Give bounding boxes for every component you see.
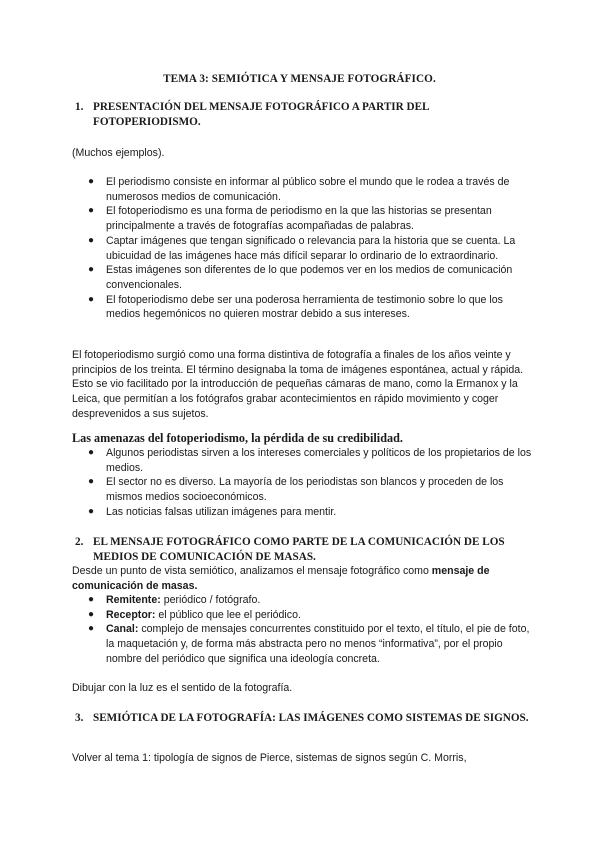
threats-bullet-list (72, 446, 532, 520)
section-2-bullet-list (72, 593, 532, 667)
bullet-icon: ● (88, 176, 95, 187)
bullet-icon: ● (88, 205, 95, 217)
bullet-icon: ● (88, 293, 95, 305)
section-1-bullet-list (72, 175, 532, 322)
list-item: ● El fotoperiodismo es una forma de periodismo en la que las historias se presentan principalmente a través de fotografías acompañadas de palabras. (88, 205, 492, 233)
document-title: TEMA 3: SEMIÓTICA Y MENSAJE FOTOGRÁFICO. (163, 73, 436, 85)
list-item: ● Remitente: periódico / fotógrafo. (88, 594, 261, 606)
bullet-icon: ● (88, 623, 95, 635)
list-item: ● El sector no es diverso. La mayoría de los periodistas son blancos y proceden de los mismos medios socioeconómicos. (88, 476, 504, 504)
section-1-heading (75, 100, 533, 130)
list-item: ● Estas imágenes son diferentes de lo que podemos ver en los medios de comunicación convencionales. (88, 264, 513, 291)
section-1-number: 1. (75, 101, 84, 113)
bullet-icon: ● (88, 264, 95, 276)
list-item: ● Las noticias falsas utilizan imágenes para mentir. (88, 505, 337, 518)
list-item: ● El periodismo consiste en informar al público sobre el mundo que le rodea a través de numerosos medios de comunicación. (88, 176, 510, 203)
bullet-icon: ● (88, 608, 95, 620)
list-item: ● El fotoperiodismo debe ser una poderosa herramienta de testimonio sobre lo que los medios hegemónicos no quieren mostrar debido a sus intereses. (88, 293, 503, 321)
list-item: ● Captar imágenes que tengan significado o relevancia para la historia que se cuenta. La ubicuidad de las imágenes hace más difícil separar lo ordinario de lo extraordinario. (88, 234, 516, 262)
section-2-closing: Dibujar con la luz es el sentido de la fotografía. (72, 682, 293, 694)
section-1-paragraph: El fotoperiodismo surgió como una forma distintiva de fotografía a finales de los años veinte y principios de los treinta. El término designaba la toma de imágenes espontánea, actual y rápida. Esto se vio facilitado por la introducción de pequeñas cámaras de mano, como la Ermanox y la Leica, que permitían a los fotógrafos grabar acontecimientos en rápido movimiento y coger desprevenidos a sus sujetos. (72, 349, 524, 420)
section-2-intro: Desde un punto de vista semiótico, analizamos el mensaje fotográfico como mensaje de comunicación de masas. (72, 565, 490, 592)
section-3-text: Volver al tema 1: tipología de signos de Pierce, sistemas de signos según C. Morris, (72, 752, 467, 764)
section-2-heading-text: EL MENSAJE FOTOGRÁFICO COMO PARTE DE LA COMUNICACIÓN DE LOS MEDIOS DE COMUNICACIÓN DE MASAS. (93, 536, 505, 563)
bullet-icon: ● (88, 594, 95, 605)
section-1-heading-text: PRESENTACIÓN DEL MENSAJE FOTOGRÁFICO A PARTIR DEL FOTOPERIODISMO. (93, 101, 429, 128)
bullet-icon: ● (88, 447, 95, 458)
section-1-note: (Muchos ejemplos). (72, 147, 165, 159)
bullet-icon: ● (88, 234, 95, 246)
section-3-heading (75, 711, 533, 726)
section-2-number: 2. (75, 536, 84, 548)
bullet-icon: ● (88, 476, 95, 488)
bullet-icon: ● (88, 505, 95, 517)
section-2-heading (75, 535, 533, 565)
threats-subheading: Las amenazas del fotoperiodismo, la pérdida de su credibilidad. (72, 431, 403, 445)
list-item: ● Receptor: el público que lee el periódico. (88, 608, 301, 621)
section-3-number: 3. (75, 712, 84, 724)
list-item: ● Canal: complejo de mensajes concurrentes constituido por el texto, el título, el pie de foto, la maquetación y, de forma más abstracta pero no menos “informativa”, por el propio nombre del periódico que significa una ideología concreta. (88, 623, 530, 665)
section-3-heading-text: SEMIÓTICA DE LA FOTOGRAFÍA: LAS IMÁGENES COMO SISTEMAS DE SIGNOS. (93, 712, 529, 724)
list-item: ● Algunos periodistas sirven a los intereses comerciales y políticos de los propietarios de los medios. (88, 447, 532, 474)
